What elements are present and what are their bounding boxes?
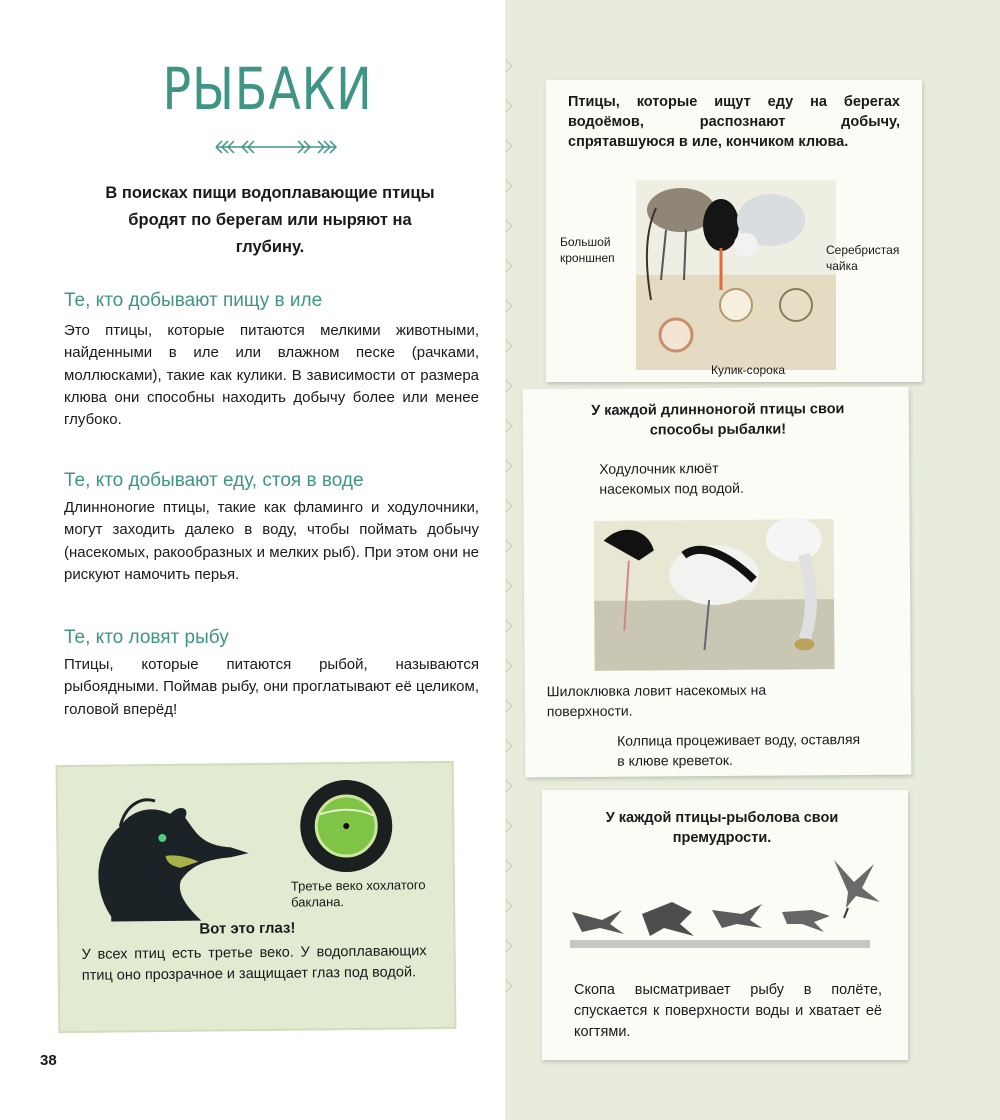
wader-card-title: У каждой длинноногой птицы свои способы рыбалки! — [591, 401, 845, 439]
arrow-ornament-icon — [214, 138, 338, 156]
intro-text: В поисках пищи водоплавающие птицы бродят по берегам или ныряют на глубину. — [105, 184, 435, 256]
label-gull: Серебристая чайка — [826, 243, 900, 273]
section-heading-mud: Те, кто добывают пищу в иле — [64, 290, 323, 311]
eye-card — [56, 761, 457, 1033]
osprey-flight-illustration — [562, 852, 892, 962]
wader-card — [523, 387, 912, 778]
osprey-card-title: У каждой птицы-рыболова свои премудрости. — [605, 810, 839, 846]
shorebirds-illustration — [636, 180, 836, 370]
page-divider — [500, 60, 524, 1060]
label-stilt: Ходулочник клюёт насекомых под водой. — [599, 459, 744, 497]
page-number: 38 — [40, 1052, 57, 1069]
section-heading-fish: Те, кто ловят рыбу — [64, 627, 229, 648]
cormorant-head-illustration — [80, 785, 251, 927]
eye-card-text: У всех птиц есть третье веко. У водоплавающих птиц оно прозрачное и защищает глаз под водой. — [81, 943, 427, 984]
label-avocet: Шилоклювка ловит насекомых на поверхности. — [546, 681, 767, 720]
section-text-mud: Это птицы, которые питаются мелкими животными, найденными в иле или влажном песке (рачками, моллюсками), такие как кулики. В зависимости от размера клюва они способны находить добычу более или менее глубоко. — [64, 322, 479, 429]
label-oystercatcher: Кулик-сорока — [711, 363, 786, 377]
mud-card-text: Птицы, которые ищут еду на берегах водоёмов, распознают добычу, спрятавшуюся в иле, кончиком клюва. — [568, 94, 900, 150]
eye-card-title: Вот это глаз! — [199, 919, 296, 938]
section-text-fish: Птицы, которые питаются рыбой, называются рыбоядными. Поймав рыбу, они проглатывают её целиком, головой вперёд! — [64, 656, 479, 718]
bird-eye-illustration — [298, 778, 395, 875]
section-text-wading: Длинноногие птицы, такие как фламинго и ходулочники, могут заходить далеко в воду, чтобы поймать добычу (насекомых, ракообразных и мелких рыб). При этом они не рискуют намочить перья. — [64, 499, 479, 583]
label-curlew: Большой кроншнеп — [560, 235, 615, 265]
page-title: РЫБАКИ — [162, 55, 373, 123]
osprey-card-text: Скопа высматривает рыбу в полёте, спускается к поверхности воды и хватает её когтями. — [574, 982, 882, 1040]
osprey-card — [542, 790, 908, 1060]
wading-birds-illustration — [593, 499, 834, 671]
section-heading-wading: Те, кто добывают еду, стоя в воде — [64, 470, 364, 491]
label-spoonbill: Колпица процеживает воду, оставляя в клюве креветок. — [617, 731, 861, 769]
eye-caption: Третье веко хохлатого баклана. — [290, 877, 426, 910]
mud-card — [546, 80, 922, 382]
